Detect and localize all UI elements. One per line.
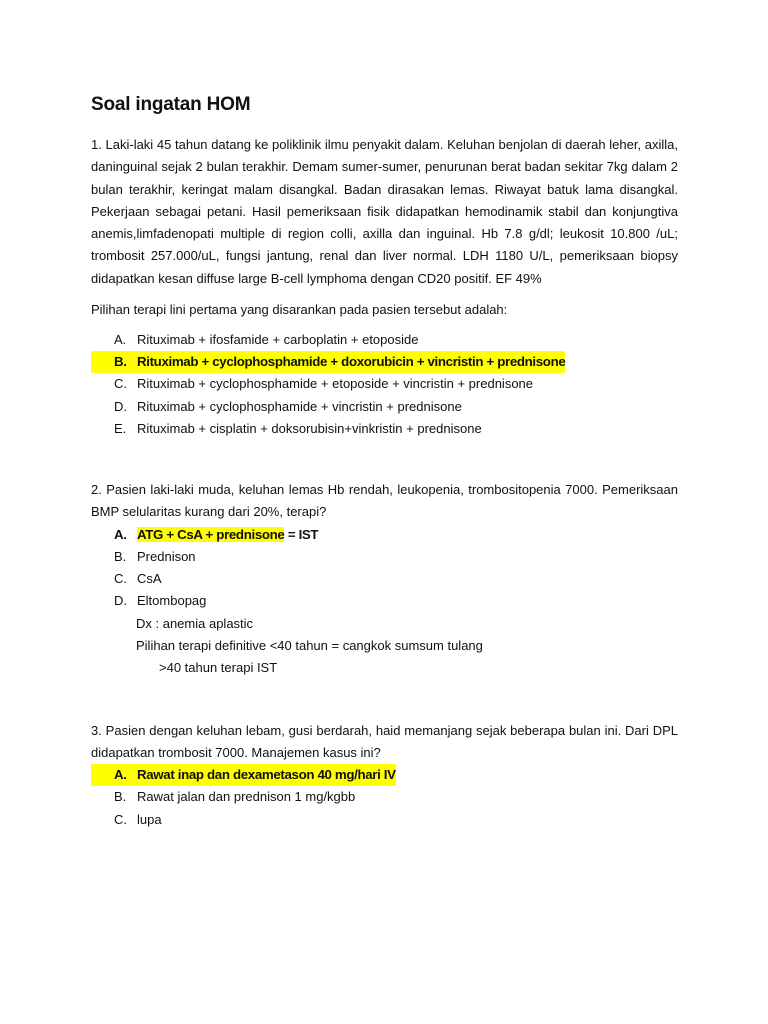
option-d xyxy=(91,396,678,418)
option-text-highlighted: Rawat inap dan dexametason 40 mg/hari IV xyxy=(137,764,396,786)
option-text: lupa xyxy=(137,811,162,827)
question-3-options xyxy=(91,764,678,831)
document-title: Soal ingatan HOM xyxy=(91,94,251,115)
option-letter: C. xyxy=(114,376,127,392)
question-1 xyxy=(91,134,678,440)
option-letter: D. xyxy=(114,593,127,609)
question-3 xyxy=(91,720,678,831)
option-letter: C. xyxy=(114,811,127,827)
option-b-answer xyxy=(91,351,678,373)
option-letter: A. xyxy=(114,332,127,348)
option-text: Rituximab + cyclophosphamide + etoposide + vincristin + prednisone xyxy=(137,376,534,392)
option-letter: A. xyxy=(114,526,127,542)
note-diagnosis: Dx : anemia aplastic xyxy=(136,615,254,631)
option-d xyxy=(91,590,678,612)
question-2-text: 2. Pasien laki-laki muda, keluhan lemas Hb rendah, leukopenia, trombositopenia 7000. Pemeriksaan BMP selularitas kurang dari 20%, terapi? xyxy=(91,482,678,520)
option-suffix: = IST xyxy=(284,526,319,542)
option-a-answer xyxy=(91,524,678,546)
option-b xyxy=(91,786,678,808)
option-text: CsA xyxy=(137,571,162,587)
note-definitive-therapy: Pilihan terapi definitive <40 tahun = cangkok sumsum tulang xyxy=(136,637,483,653)
option-e xyxy=(91,418,678,440)
option-a xyxy=(91,329,678,351)
question-2-options xyxy=(91,524,678,613)
option-text: Eltombopag xyxy=(137,593,207,609)
option-c xyxy=(91,568,678,590)
question-1-text: 1. Laki-laki 45 tahun datang ke poliklinik ilmu penyakit dalam. Keluhan benjolan di daerah leher, axilla, daninguinal sejak 2 bulan terakhir. Demam sumer-sumer, penurunan berat badan sekitar 7kg dalam 2 bulan terakhir, keringat malam disangkal. Badan dirasakan lemas. Riwayat batuk lama disangkal. Pekerjaan sebagai petani. Hasil pemeriksaan fisik didapatkan hemodinamik stabil dan konjungtiva anemis,limfadenopati multiple di region colli, axilla dan inguinal. Hb 7.8 g/dl; leukosit 10.800 /uL; trombosit 257.000/uL, fungsi jantung, renal dan liver normal. LDH 1180 U/L, pemeriksaan biopsy didapatkan kesan diffuse large B-cell lymphoma dengan CD20 positif. EF 49% xyxy=(91,137,678,286)
option-text-highlighted: ATG + CsA + prednisone xyxy=(137,526,285,542)
option-letter: B. xyxy=(114,789,127,805)
option-text-wrapper xyxy=(137,524,318,546)
option-a-answer xyxy=(91,764,678,786)
question-3-text: 3. Pasien dengan keluhan lebam, gusi berdarah, haid memanjang sejak beberapa bulan ini. Dari DPL didapatkan trombosit 7000. Manajemen kasus ini? xyxy=(91,722,678,760)
option-letter: E. xyxy=(114,420,127,436)
option-text: Rawat jalan dan prednison 1 mg/kgbb xyxy=(137,789,356,805)
note-over-40: >40 tahun terapi IST xyxy=(159,659,278,675)
option-letter: D. xyxy=(114,398,127,414)
option-text: Rituximab + cisplatin + doksorubisin+vinkristin + prednisone xyxy=(137,420,482,436)
option-c xyxy=(91,809,678,831)
question-1-options xyxy=(91,329,678,440)
option-letter: B. xyxy=(91,351,137,373)
option-letter: A. xyxy=(91,764,137,786)
option-text: Prednison xyxy=(137,548,196,564)
option-b xyxy=(91,546,678,568)
question-2 xyxy=(91,479,678,678)
option-letter: B. xyxy=(114,548,127,564)
question-1-prompt: Pilihan terapi lini pertama yang disarankan pada pasien tersebut adalah: xyxy=(91,302,508,318)
option-text: Rituximab + cyclophosphamide + vincristin + prednisone xyxy=(137,398,462,414)
option-text-highlighted: Rituximab + cyclophosphamide + doxorubicin + vincristin + prednisone xyxy=(137,351,565,373)
option-text: Rituximab + ifosfamide + carboplatin + etoposide xyxy=(137,332,419,348)
option-letter: C. xyxy=(114,571,127,587)
option-c xyxy=(91,373,678,395)
